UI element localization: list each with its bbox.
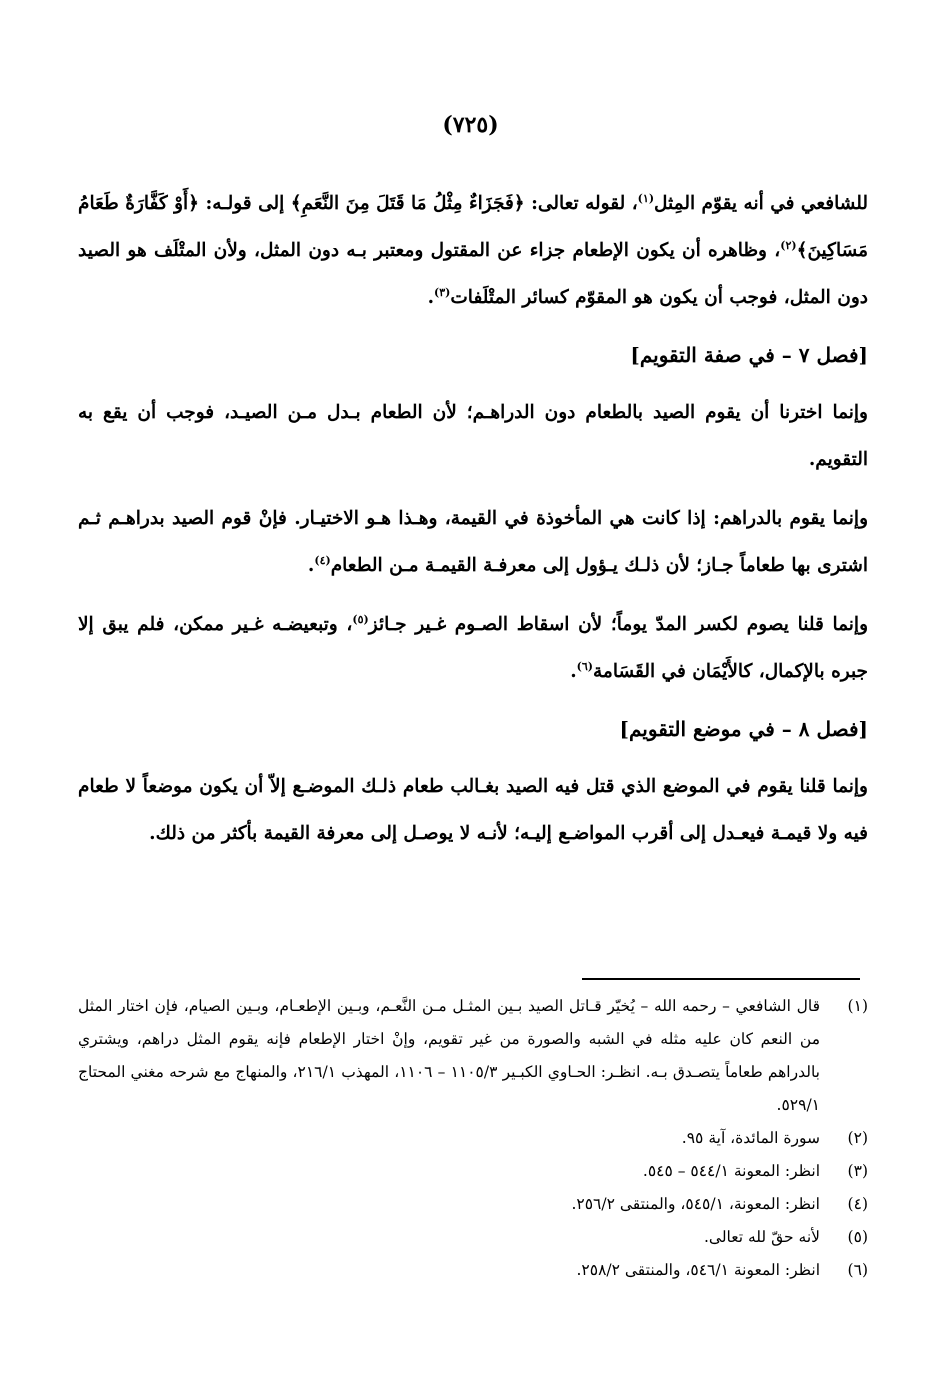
footnote-number: (٢) [847,1129,868,1147]
footnote-ref: (٤) [314,553,331,567]
page-number: (٧٢٥) [442,112,499,138]
section-heading: [فصل ٨ – في موضع التقويم] [619,717,868,741]
paragraph: وإنما قلنا يقوم في الموضع الذي قتل فيه الصيد بغـالب طعام ذلـك الموضـع إلاّ أن يكون موضعاً لا طعام فيه ولا قيمـة فيعـدل إلى أقرب المواضـع إليـه؛ لأنـه لا يوصـل إلى معرفة القيمة بأكثر من ذلك. [78,776,868,844]
footnote-divider [582,978,860,980]
footnote-number: (٦) [847,1261,868,1279]
footnote-ref: (٣) [434,285,451,299]
footnote [78,1155,868,1188]
section-heading: [فصل ٧ – في صفة التقويم] [630,343,868,367]
footnote-number: (٥) [847,1228,868,1246]
footnote-ref: (٦) [576,659,593,673]
footnote [78,1188,868,1221]
footnote-text: لأنه حقّ لله تعالى. [703,1228,820,1246]
paragraph: وإنما يقوم بالدراهم: إذا كانت هي المأخوذة في القيمة، وهـذا هـو الاختيـار. فإنْ قوم الصيد بدراهـم ثـم اشترى بها طعاماً جـاز؛ لأن ذلـك يـؤول إلى معرفـة القيمـة مـن الطعام$^{(٤)}$. [78,508,868,576]
footnote-text: انظر: المعونة ٥٤٤/١ – ٥٤٥. [642,1162,820,1180]
footnote-number: (٣) [847,1162,868,1180]
footnote-text: سورة المائدة، آية ٩٥. [681,1129,820,1147]
footnotes [78,990,868,1287]
footnote-text: انظر: المعونة، ٥٤٥/١، والمنتقى ٢٥٦/٢. [571,1195,820,1213]
footnote-ref: (٢) [780,238,797,252]
paragraph: وإنما اخترنا أن يقوم الصيد بالطعام دون الدراهـم؛ لأن الطعام بـدل مـن الصيـد، فوجب أن يقع به التقويم. [78,402,868,470]
footnote [78,1122,868,1155]
footnote-number: (١) [847,997,868,1015]
footnote-text: قال الشافعي – رحمه الله – يُخيّر قـاتل الصيد بـين المثـل مـن النَّعـم، وبـين الإطعـام، وبـين الصيام، فإن اختار المثل من النعم كان عليه مثله في الشبه والصورة من غير تقويم، وإنْ اختار الإطعام فإنه يقوم المثل دراهم، ويشتري بالدراهم طعاماً يتصـدق بـه. انظـر: الحـاوي الكبـير ١١٠٥/٣ – ١١٠٦، المهذب ٢١٦/١، والمنهاج مع شرحه مغني المحتاج ٥٢٩/١. [78,997,820,1114]
footnote [78,1254,868,1287]
footnote-ref: (٥) [352,612,369,626]
main-text [78,180,868,869]
paragraph: وإنما قلنا يصوم لكسر المدّ يوماً؛ لأن اسقاط الصـوم غـير جـائز$^{(٥)}$، وتبعيضـه غـير ممكن، فلم يبق إلا جبره بالإكمال، كالأَيْمَان في القَسَامة$^{(٦)}$. [78,612,868,682]
footnote-text: انظر: المعونة ٥٤٦/١، والمنتقى ٢٥٨/٢. [576,1261,820,1279]
footnote [78,990,868,1122]
footnote [78,1221,868,1254]
paragraph: للشافعي في أنه يقوّم المِثل$^{(١)}$، لقوله تعالى: ﴿فَجَزَاءٌ مِثْلُ مَا قَتَلَ مِنَ النَّعَمِ﴾ إلى قولـه: ﴿أَوْ كَفَّارَةٌ طَعَامُ مَسَاكِينَ﴾$^{(٢)}$، وظاهره أن يكون الإطعام جزاء عن المقتول ومعتبر بـه دون المثل، ولأن المتْلَف هو الصيد دون المثل، فوجب أن يكون هو المقوّم كسائر المتْلَفات$^{(٣)}$. [78,191,868,308]
footnote-ref: (١) [637,191,655,205]
footnote-number: (٤) [847,1195,868,1213]
